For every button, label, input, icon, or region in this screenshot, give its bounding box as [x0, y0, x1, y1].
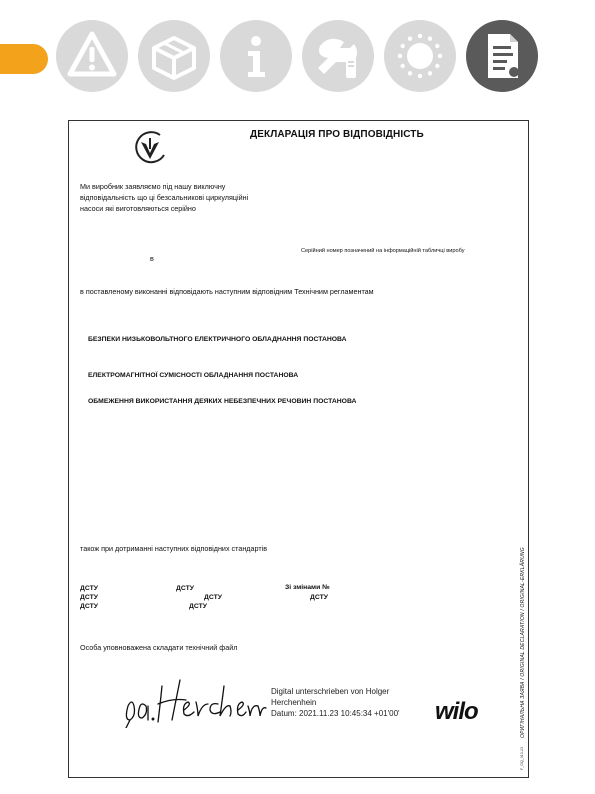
- regulation-emc: ЕЛЕКТРОМАГНІТНОЇ СУМІСНОСТІ ОБЛАДНАННЯ ПОСТАНОВА: [88, 372, 299, 379]
- regulations-intro: в поставленому виконанні відповідають наступним відповідним Технічним регламентам: [80, 287, 374, 296]
- section-tab[interactable]: [0, 44, 48, 74]
- wilo-logo: wilo: [435, 698, 478, 725]
- standard-dstu: ДСТУ: [189, 603, 207, 610]
- handwritten-signature: [122, 676, 270, 728]
- digital-signature-line-2: Herchenhein: [271, 698, 317, 707]
- standard-dstu: ДСТУ: [80, 603, 98, 610]
- tool-icon[interactable]: [302, 20, 374, 92]
- intro-line-2: відповідальність що ці безсальникові циркуляційні: [80, 193, 249, 202]
- digital-signature-date: Datum: 2021.11.23 10:45:34 +01'00': [271, 709, 400, 718]
- info-icon[interactable]: [220, 20, 292, 92]
- document-icon[interactable]: [466, 20, 538, 92]
- digital-signature-line-1: Digital unterschrieben von Holger: [271, 687, 390, 696]
- standard-dstu: ДСТУ: [176, 585, 194, 592]
- standard-dstu: ДСТУ: [80, 585, 98, 592]
- form-code: F_GQ_013-23: [520, 747, 524, 770]
- intro-line-3: насоси які виготовляються серійно: [80, 204, 196, 213]
- standards-intro: також при дотриманні наступних відповідних стандартів: [80, 544, 268, 553]
- standard-dstu: ДСТУ: [204, 594, 222, 601]
- intro-line-1: Ми виробник заявляємо під нашу виключну: [80, 182, 226, 191]
- conformity-mark-icon: [130, 127, 170, 167]
- serial-number-note: Серійний номер позначений на інформаційній табличці виробу: [301, 248, 465, 254]
- package-icon[interactable]: [138, 20, 210, 92]
- product-marker: в: [150, 254, 154, 263]
- side-caption: ОРИГІНАЛЬНА ЗАЯВА / ORIGINAL DECLARATION / ORIGINAL-ERKLÄRUNG: [520, 547, 526, 738]
- warning-icon[interactable]: [56, 20, 128, 92]
- standard-dstu: ДСТУ: [80, 594, 98, 601]
- document-title: ДЕКЛАРАЦІЯ ПРО ВІДПОВІДНІСТЬ: [250, 129, 424, 140]
- regulation-low-voltage: БЕЗПЕКИ НИЗЬКОВОЛЬТНОГО ЕЛЕКТРИЧНОГО ОБЛАДНАННЯ ПОСТАНОВА: [88, 336, 347, 343]
- settings-dial-icon[interactable]: [384, 20, 456, 92]
- regulation-rohs: ОБМЕЖЕННЯ ВИКОРИСТАННЯ ДЕЯКИХ НЕБЕЗПЕЧНИХ РЕЧОВИН ПОСТАНОВА: [88, 398, 357, 405]
- changes-label: Зі змінами №: [285, 584, 330, 591]
- technical-file-person: Особа уповноважена складати технічний файл: [80, 643, 238, 652]
- standard-dstu: ДСТУ: [310, 594, 328, 601]
